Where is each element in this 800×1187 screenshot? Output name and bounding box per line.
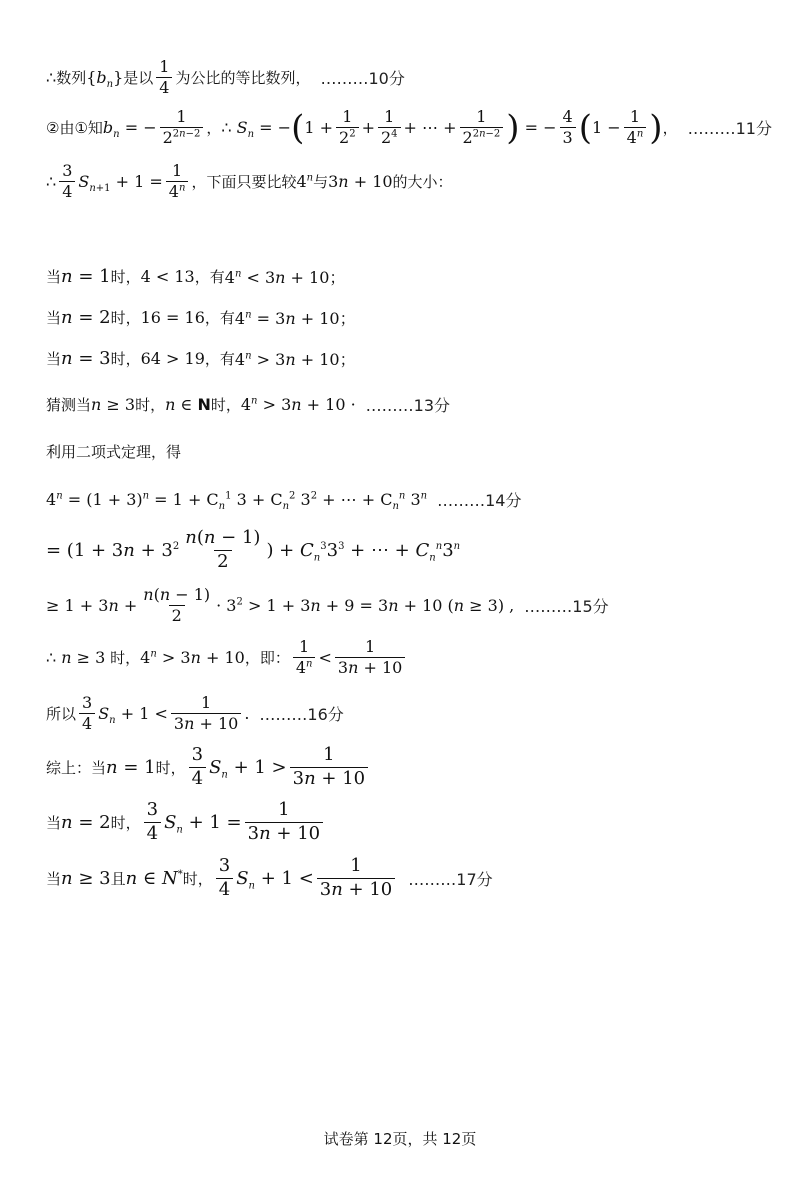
line-2: ②由①知 $b_n$ = − $\frac{1}{2^{2n-2}}$ ， ∴ $S_n$ = − ( 1 + $\frac{1}{2^2}$ + $\frac{1}{2^4}$ + ⋯ + $\frac{1}{2^{2n-2}}$ ) = − $\frac{4}{3}$ ( 1 − $\frac{1}{4^n}$ ) ， ………11分: [46, 107, 772, 148]
text: ②由①知: [46, 119, 103, 138]
line-1: [46, 58, 405, 98]
score-mark: ………10分: [320, 69, 405, 89]
line-5: 当 n = 2 时， 16 = 16 ，有 $4^n = 3n + 10$；: [46, 307, 356, 328]
line-16: 当 n ≥ 3 且 n ∈ N* 时， $\frac{3}{4}$ $S_n + 1$ < $\frac{1}{3n + 10}$ ………17分: [46, 855, 493, 900]
line-10: = ($1 + 3n + 3^2$ $\frac{n(n - 1)}{2}$ ) + $C_n^33^3$ + ⋯ + $C_n^n3^n$: [46, 527, 461, 572]
line-12: ∴ n ≥ 3 时， $4^n > 3n + 10$ ，即： $\frac{1}{4^n}$ < $\frac{1}{3n + 10}$: [46, 638, 408, 678]
therefore-symbol: ∴: [46, 68, 57, 88]
therefore-symbol: ∴: [46, 172, 57, 192]
text: ，下面只要比较: [191, 173, 297, 192]
line-4: 当 n = 1 时， 4 < 13 ，有 $4^n < 3n + 10$；: [46, 266, 346, 287]
line-7: 猜测当 n ≥ 3 时， n ∈ N 时， $4^n > 3n + 10$ · ………13分: [46, 395, 451, 415]
fraction: $\frac{1}{4}$: [156, 58, 172, 98]
line-11: ≥ 1 + 3n + $\frac{n(n - 1)}{2}$ · $3^2 > 1 + 3n + 9 = 3n + 10$ (n ≥ 3) , ………15分: [46, 585, 609, 626]
score-mark: ………13分: [365, 396, 451, 415]
math: $b_n$ = −: [102, 118, 157, 141]
text: 是以: [123, 69, 154, 88]
text: ，: [662, 119, 678, 138]
math: $\{b_n\}$: [86, 68, 124, 91]
text: 数列: [56, 69, 87, 88]
score-mark: ………11分: [687, 119, 772, 139]
score-mark: ………17分: [408, 869, 493, 889]
text: ，: [206, 119, 222, 138]
score-mark: ………14分: [437, 491, 522, 510]
line-3: ∴ $\frac{3}{4}$ $S_{n+1} + 1$ = $\frac{1}{4^n}$ ，下面只要比较 4$^n$ 与 3n + 10 的大小：: [46, 161, 453, 202]
line-14: 综上：当 n = 1 时， $\frac{3}{4}$ $S_n + 1$ > $\frac{1}{3n + 10}$: [46, 745, 371, 789]
text: 与: [313, 173, 329, 192]
line-13: 所以 $\frac{3}{4}$ $S_n + 1$ < $\frac{1}{3n + 10}$ . ………16分: [46, 693, 344, 734]
score-mark: ………15分: [524, 597, 609, 617]
math: $S_n$ = −: [236, 118, 292, 141]
line-9: $4^n = (1 + 3)^n = 1 + C_n^1$ $3 + C_n^2$ $3^2$ + ⋯ + $C_n^n$ 3$^n$ ………14分: [46, 490, 522, 513]
text: 为公比的等比数列，: [175, 69, 311, 88]
page-footer: 试卷第 12页，共 12页: [323, 1130, 477, 1148]
line-8: 利用二项式定理，得: [46, 443, 182, 461]
fraction: $\frac{1}{2^{2n-2}}$: [160, 108, 204, 148]
line-6: 当 n = 3 时， 64 > 19 ，有 $4^n > 3n + 10$；: [46, 348, 356, 369]
score-mark: ………16分: [259, 705, 344, 725]
text: 的大小：: [392, 173, 453, 192]
therefore-symbol: ∴: [221, 118, 232, 138]
line-15: 当 n = 2 时， $\frac{3}{4}$ $S_n + 1$ = $\frac{1}{3n + 10}$: [46, 800, 326, 844]
